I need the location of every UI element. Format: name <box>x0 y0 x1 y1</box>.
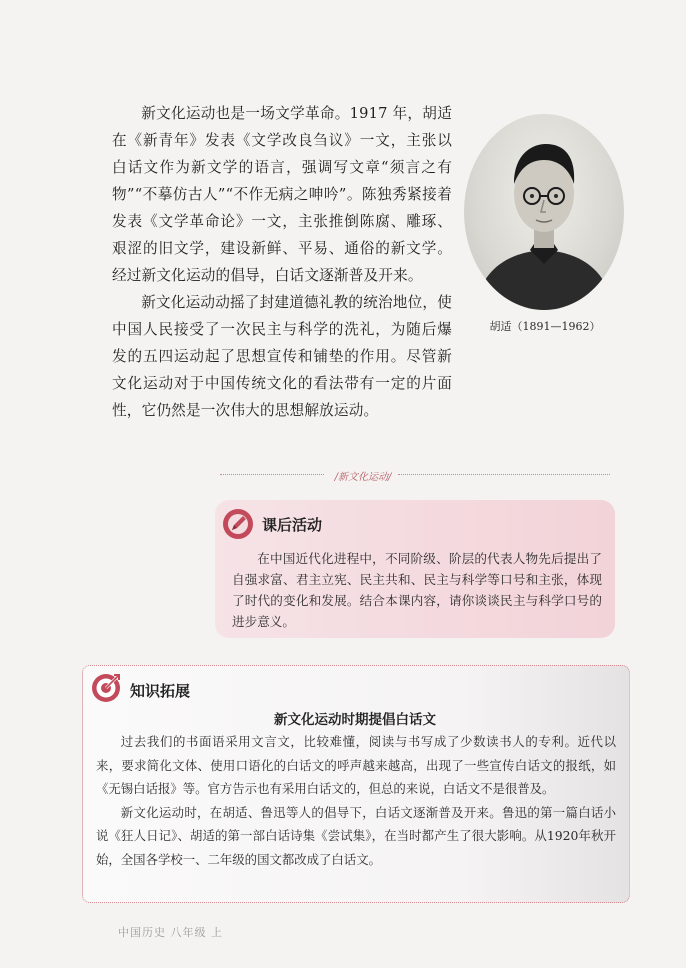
knowledge-title: 知识拓展 <box>130 682 191 700</box>
page-footer: 中国历史 八年级 上 <box>118 926 223 939</box>
divider-dots-left <box>220 474 324 475</box>
pencil-badge-icon <box>222 508 254 540</box>
divider-label: /新文化运动/ <box>334 472 392 483</box>
main-text <box>112 100 452 424</box>
portrait-photo <box>464 114 624 310</box>
knowledge-paragraph-1: 过去我们的书面语采用文言文，比较难懂，阅读与书写成了少数读书人的专利。近代以来，要求简化文体、使用口语化的白话文的呼声越来越高，出现了一些宣传白话文的报纸，如《无锡白话报》等。官方告示也有采用白话文的，但总的来说，白话文不是很普及。 <box>96 734 616 796</box>
knowledge-text <box>96 730 616 871</box>
knowledge-subtitle: 新文化运动时期提倡白话文 <box>274 712 436 728</box>
knowledge-paragraph-2: 新文化运动时，在胡适、鲁迅等人的倡导下，白话文逐渐普及开来。鲁迅的第一篇白话小说《狂人日记》、胡适的第一部白话诗集《尝试集》，在当时都产生了很大影响。从1920年秋开始，全国各学校一、二年级的国文都改成了白话文。 <box>96 804 616 867</box>
portrait-caption: 胡适（1891—1962） <box>489 320 601 333</box>
portrait-illustration <box>464 114 624 310</box>
activity-paragraph: 在中国近代化进程中，不同阶级、阶层的代表人物先后提出了自强求富、君主立宪、民主共和、民主与科学等口号和主张，体现了时代的变化和发展。结合本课内容，请你谈谈民主与科学口号的进步意义。 <box>232 551 602 629</box>
body-paragraph-1: 新文化运动也是一场文学革命。1917 年，胡适在《新青年》发表《文学改良刍议》一文，主张以白话文作为新文学的语言，强调写文章“须言之有物”“不摹仿古人”“不作无病之呻吟”。陈独秀紧接着发表《文学革命论》一文，主张推倒陈腐、雕琢、艰涩的旧文学，建设新鲜、平易、通俗的新文学。经过新文化运动的倡导，白话文逐渐普及开来。 <box>112 105 452 284</box>
section-divider <box>220 468 610 482</box>
divider-dots-right <box>398 474 610 475</box>
target-arrow-icon <box>90 672 122 704</box>
activity-title: 课后活动 <box>262 516 323 534</box>
body-paragraph-2: 新文化运动动摇了封建道德礼教的统治地位，使中国人民接受了一次民主与科学的洗礼，为随后爆发的五四运动起了思想宣传和铺垫的作用。尽管新文化运动对于中国传统文化的看法带有一定的片面性，它仍然是一次伟大的思想解放运动。 <box>112 294 452 419</box>
activity-text <box>232 548 602 632</box>
